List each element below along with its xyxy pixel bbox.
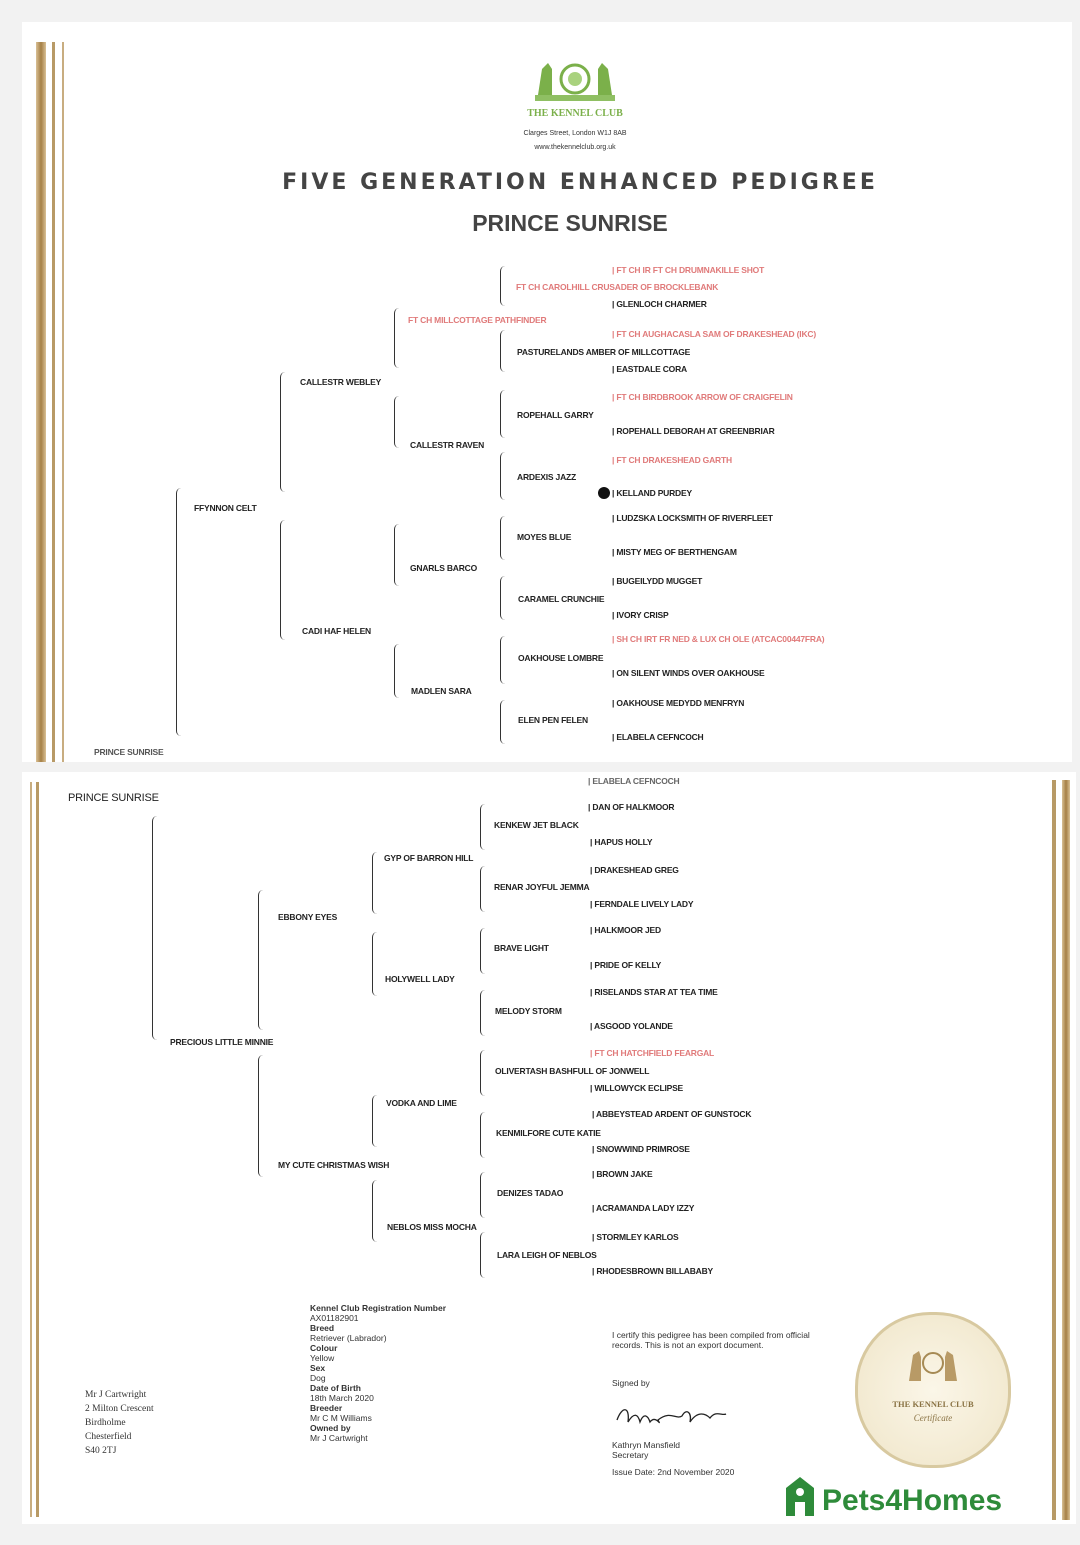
pedigree-entry-champion: | FT CH BIRDBROOK ARROW OF CRAIGFELIN — [612, 392, 793, 402]
sire-name: FFYNNON CELT — [194, 503, 257, 513]
pedigree-entry: EBBONY EYES — [278, 912, 338, 922]
pedigree-entry-champion: | FT CH DRAKESHEAD GARTH — [612, 455, 732, 465]
pedigree-entry: | EASTDALE CORA — [612, 364, 687, 374]
bracket — [500, 330, 505, 372]
pedigree-entry: | LUDZSKA LOCKSMITH OF RIVERFLEET — [612, 513, 773, 523]
pedigree-entry: MADLEN SARA — [411, 686, 472, 696]
pedigree-entry: | RHODESBROWN BILLABABY — [592, 1266, 714, 1276]
bracket — [480, 928, 485, 974]
pedigree-entry: | FERNDALE LIVELY LADY — [590, 899, 694, 909]
owner-label: Owned by — [310, 1423, 351, 1433]
gold-border-stripe — [36, 42, 46, 762]
pedigree-entry: OLIVERTASH BASHFULL OF JONWELL — [495, 1066, 650, 1076]
address-line: Chesterfield — [85, 1432, 132, 1442]
pedigree-entry: MELODY STORM — [495, 1006, 562, 1016]
bracket — [480, 866, 485, 912]
gold-border-stripe — [52, 42, 55, 762]
pedigree-entry: | KELLAND PURDEY — [612, 488, 692, 498]
pedigree-entry: | ROPEHALL DEBORAH AT GREENBRIAR — [612, 426, 775, 436]
pedigree-entry-champion: FT CH CAROLHILL CRUSADER OF BROCKLEBANK — [516, 282, 719, 292]
pedigree-entry: HOLYWELL LADY — [385, 974, 455, 984]
pedigree-entry: | MISTY MEG OF BERTHENGAM — [612, 547, 737, 557]
bracket — [500, 452, 505, 500]
dob-value: 18th March 2020 — [310, 1393, 374, 1403]
bracket — [372, 932, 377, 996]
pedigree-entry: | WILLOWYCK ECLIPSE — [590, 1083, 684, 1093]
pedigree-entry-partial: | ELABELA CEFNCOCH — [588, 776, 680, 786]
seal-emblem-icon — [905, 1345, 961, 1385]
pets4homes-brand: Pets4Homes — [822, 1484, 1003, 1517]
bracket — [480, 1172, 485, 1218]
pedigree-entry: VODKA AND LIME — [386, 1098, 457, 1108]
bracket — [394, 308, 399, 368]
pedigree-entry: | RISELANDS STAR AT TEA TIME — [590, 987, 718, 997]
pedigree-entry-champion: FT CH MILLCOTTAGE PATHFINDER — [408, 315, 547, 325]
dob-label: Date of Birth — [310, 1383, 361, 1393]
address-line: S40 2TJ — [85, 1446, 117, 1456]
bracket — [500, 636, 505, 684]
bracket — [152, 816, 157, 1040]
document-title: FIVE GENERATION ENHANCED PEDIGREE — [282, 170, 878, 195]
club-address: Clarges Street, London W1J 8AB — [523, 130, 627, 137]
bracket — [500, 390, 505, 438]
bracket — [500, 700, 505, 744]
pedigree-entry: | HAPUS HOLLY — [590, 837, 653, 847]
gold-border-stripe — [1052, 780, 1056, 1520]
pedigree-entry: GYP OF BARRON HILL — [384, 853, 474, 863]
pedigree-entry: | ASGOOD YOLANDE — [590, 1021, 673, 1031]
pedigree-entry: | DAN OF HALKMOOR — [588, 802, 675, 812]
kennel-club-seal — [855, 1312, 1011, 1468]
club-name: THE KENNEL CLUB — [527, 108, 623, 119]
pedigree-entry: CALLESTR WEBLEY — [300, 377, 382, 387]
bracket — [480, 1112, 485, 1158]
subject-dog-label: PRINCE SUNRISE — [68, 792, 159, 804]
bracket — [258, 890, 263, 1030]
pedigree-entry: ARDEXIS JAZZ — [517, 472, 576, 482]
pedigree-entry: BRAVE LIGHT — [494, 943, 549, 953]
bracket — [480, 990, 485, 1036]
pedigree-entry: OAKHOUSE LOMBRE — [518, 653, 604, 663]
address-line: 2 Milton Crescent — [85, 1404, 154, 1414]
bracket — [480, 804, 485, 850]
dam-name: PRECIOUS LITTLE MINNIE — [170, 1037, 274, 1047]
gold-border-stripe — [62, 42, 64, 762]
sex-value: Dog — [310, 1373, 326, 1383]
pedigree-entry: | PRIDE OF KELLY — [590, 960, 662, 970]
kennel-club-logo-icon — [530, 55, 620, 105]
pedigree-entry-champion: | FT CH IR FT CH DRUMNAKILLE SHOT — [612, 265, 765, 275]
seal-club-name: THE KENNEL CLUB — [892, 1399, 974, 1409]
bracket — [372, 1180, 377, 1242]
bracket — [394, 396, 399, 448]
pedigree-entry: | IVORY CRISP — [612, 610, 669, 620]
marker-dot — [598, 487, 610, 499]
club-website: www.thekennelclub.org.uk — [534, 144, 616, 151]
pedigree-entry: | BUGEILYDD MUGGET — [612, 576, 703, 586]
pedigree-entry: GNARLS BARCO — [410, 563, 478, 573]
owner-value: Mr J Cartwright — [310, 1433, 368, 1443]
pedigree-entry: KENMILFORE CUTE KATIE — [496, 1128, 601, 1138]
pedigree-entry: | ABBEYSTEAD ARDENT OF GUNSTOCK — [592, 1109, 752, 1119]
pedigree-entry: | OAKHOUSE MEDYDD MENFRYN — [612, 698, 745, 708]
pedigree-entry: | HALKMOOR JED — [590, 925, 661, 935]
colour-value: Yellow — [310, 1353, 335, 1363]
seal-word: Certificate — [913, 1413, 953, 1423]
dog-name-title: PRINCE SUNRISE — [472, 210, 668, 236]
bracket — [500, 266, 505, 306]
pedigree-entry: LARA LEIGH OF NEBLOS — [497, 1250, 597, 1260]
signatory-name: Kathryn Mansfield — [612, 1440, 681, 1450]
bracket — [258, 1055, 263, 1177]
bracket — [480, 1050, 485, 1096]
certification-statement: I certify this pedigree has been compiled from official records. This is not an export document. — [612, 1330, 810, 1350]
bracket — [372, 852, 377, 914]
bracket — [394, 524, 399, 586]
bracket — [394, 644, 399, 698]
pedigree-entry: ELEN PEN FELEN — [518, 715, 588, 725]
pedigree-entry: RENAR JOYFUL JEMMA — [494, 882, 590, 892]
bracket — [500, 576, 505, 620]
signatory-title: Secretary — [612, 1450, 649, 1460]
pedigree-entry: DENIZES TADAO — [497, 1188, 564, 1198]
signed-by-label: Signed by — [612, 1378, 650, 1388]
pedigree-entry: | ELABELA CEFNCOCH — [612, 732, 704, 742]
breeder-label: Breeder — [310, 1403, 343, 1413]
gold-border-stripe — [1062, 780, 1070, 1520]
bracket — [372, 1095, 377, 1147]
pedigree-entry: CARAMEL CRUNCHIE — [518, 594, 605, 604]
pedigree-entry: | DRAKESHEAD GREG — [590, 865, 679, 875]
pedigree-entry: | STORMLEY KARLOS — [592, 1232, 679, 1242]
pedigree-entry: NEBLOS MISS MOCHA — [387, 1222, 477, 1232]
bracket — [176, 488, 181, 736]
pedigree-entry: PASTURELANDS AMBER OF MILLCOTTAGE — [517, 347, 691, 357]
pedigree-entry: CADI HAF HELEN — [302, 626, 371, 636]
breed-label: Breed — [310, 1323, 335, 1333]
pedigree-entry: MY CUTE CHRISTMAS WISH — [278, 1160, 390, 1170]
subject-dog-label: PRINCE SUNRISE — [94, 747, 164, 757]
breed-value: Retriever (Labrador) — [310, 1333, 387, 1343]
reg-value: AX01182901 — [310, 1313, 359, 1323]
registration-details — [310, 1303, 510, 1443]
pedigree-entry: ROPEHALL GARRY — [517, 410, 594, 420]
pedigree-entry: CALLESTR RAVEN — [410, 440, 485, 450]
pedigree-entry: | ACRAMANDA LADY IZZY — [592, 1203, 695, 1213]
issue-date: Issue Date: 2nd November 2020 — [612, 1467, 735, 1477]
pedigree-entry: | BROWN JAKE — [592, 1169, 653, 1179]
pedigree-entry: KENKEW JET BLACK — [494, 820, 579, 830]
bracket — [280, 520, 285, 640]
sex-label: Sex — [310, 1363, 326, 1373]
bracket — [480, 1232, 485, 1278]
gold-border-stripe — [30, 782, 32, 1517]
address-line: Birdholme — [85, 1418, 126, 1428]
colour-label: Colour — [310, 1343, 338, 1353]
pedigree-entry: | GLENLOCH CHARMER — [612, 299, 707, 309]
address-line: Mr J Cartwright — [85, 1390, 147, 1400]
pedigree-entry-champion: | FT CH AUGHACASLA SAM OF DRAKESHEAD (IKC) — [612, 329, 816, 339]
pedigree-entry: | SNOWWIND PRIMROSE — [592, 1144, 690, 1154]
pedigree-entry: | ON SILENT WINDS OVER OAKHOUSE — [612, 668, 765, 678]
pedigree-entry: MOYES BLUE — [517, 532, 572, 542]
breeder-value: Mr C M Williams — [310, 1413, 372, 1423]
bracket — [500, 516, 505, 560]
pedigree-entry-champion: | FT CH HATCHFIELD FEARGAL — [590, 1048, 715, 1058]
signature-icon — [612, 1398, 732, 1434]
reg-label: Kennel Club Registration Number — [310, 1303, 447, 1313]
gold-border-stripe — [36, 782, 39, 1517]
pedigree-entry-champion: | SH CH IRT FR NED & LUX CH OLE (ATCAC00447FRA) — [612, 634, 825, 644]
owner-address — [85, 1388, 154, 1458]
bracket — [280, 372, 285, 492]
pets4homes-logo-icon — [783, 1474, 817, 1518]
